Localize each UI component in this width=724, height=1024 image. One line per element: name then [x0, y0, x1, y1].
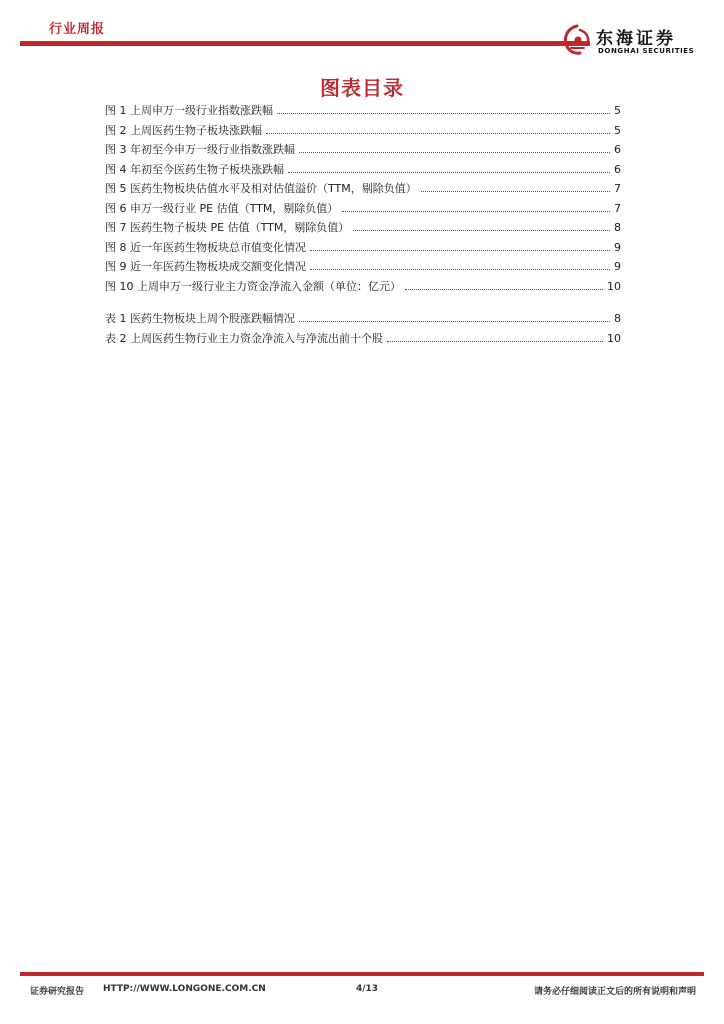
toc-entry-figure-6[interactable] [105, 200, 621, 220]
toc-entry-page: 7 [614, 201, 621, 215]
logo-name-cn: 东海证券 [596, 29, 676, 49]
toc-entry-label: 表 1 医药生物板块上周个股涨跌幅情况 [105, 312, 295, 325]
footer-website-link[interactable]: HTTP://WWW.LONGONE.COM.CN [103, 984, 266, 994]
toc-entry-page: 9 [614, 240, 621, 254]
toc-entry-label: 图 4 年初至今医药生物子板块涨跌幅 [105, 162, 284, 176]
toc-entry-label: 图 7 医药生物子板块 PE 估值（TTM，剔除负值） [105, 221, 350, 234]
toc-entry-figure-4[interactable] [105, 161, 621, 181]
toc-entry-label: 图 3 年初至今申万一级行业指数涨跌幅 [105, 143, 295, 156]
toc-dot-leader [277, 104, 610, 114]
toc-entry-figure-1[interactable] [105, 102, 621, 122]
toc-entry-page: 9 [614, 260, 621, 273]
toc-entry-table-2[interactable] [105, 330, 621, 350]
toc-entry-label: 图 1 上周申万一级行业指数涨跌幅 [105, 104, 273, 117]
footer-report-category: 证券研究报告 [30, 987, 85, 997]
toc-entry-table-1[interactable] [105, 310, 621, 330]
toc-entry-label: 图 5 医药生物板块估值水平及相对估值溢价（TTM，剔除负值） [105, 182, 417, 195]
toc-entry-label: 图 10 上周申万一级行业主力资金净流入金额（单位：亿元） [105, 279, 401, 293]
toc-dot-leader [405, 280, 603, 290]
footer-divider [20, 972, 704, 976]
toc-section-gap [105, 297, 621, 310]
toc-entry-figure-3[interactable] [105, 141, 621, 161]
header-divider [20, 41, 590, 46]
toc-entry-page: 10 [607, 279, 621, 293]
toc-dot-leader [421, 182, 610, 192]
toc-entry-page: 6 [614, 143, 621, 156]
toc-dot-leader [387, 332, 603, 342]
toc-entry-figure-9[interactable] [105, 258, 621, 278]
toc-dot-leader [288, 163, 610, 173]
toc-dot-leader [342, 202, 610, 212]
toc-dot-leader [266, 124, 610, 134]
toc-entry-page: 5 [614, 104, 621, 117]
toc-entry-figure-5[interactable] [105, 180, 621, 200]
footer-disclaimer: 请务必仔细阅读正文后的所有说明和声明 [533, 987, 696, 997]
toc-entry-page: 8 [614, 312, 621, 325]
toc-entry-figure-10[interactable] [105, 278, 621, 298]
toc-dot-leader [310, 241, 610, 251]
company-logo [562, 22, 712, 62]
logo-mark-icon [562, 24, 592, 56]
page-title: 图表目录 [320, 76, 404, 100]
report-type-label: 行业周报 [49, 22, 106, 37]
toc-entry-figure-8[interactable] [105, 239, 621, 259]
toc-entry-page: 7 [614, 182, 621, 195]
toc-entry-figure-7[interactable] [105, 219, 621, 239]
toc-entry-label: 图 6 申万一级行业 PE 估值（TTM，剔除负值） [105, 201, 339, 215]
logo-name-en: DONGHAI SECURITIES [598, 47, 695, 55]
toc-entry-label: 表 2 上周医药生物行业主力资金净流入与净流出前十个股 [105, 331, 383, 345]
toc-entry-figure-2[interactable] [105, 122, 621, 142]
toc-entry-page: 5 [614, 123, 621, 137]
table-of-contents [105, 102, 621, 349]
toc-entry-page: 6 [614, 162, 621, 176]
toc-dot-leader [310, 260, 610, 270]
toc-entry-page: 10 [607, 331, 621, 345]
toc-dot-leader [299, 312, 610, 322]
toc-dot-leader [299, 143, 610, 153]
toc-entry-label: 图 2 上周医药生物子板块涨跌幅 [105, 123, 262, 137]
toc-entry-label: 图 9 近一年医药生物板块成交额变化情况 [105, 260, 306, 273]
toc-entry-page: 8 [614, 221, 621, 234]
toc-dot-leader [353, 221, 610, 231]
footer-page-number: 4/13 [355, 984, 379, 994]
toc-entry-label: 图 8 近一年医药生物板块总市值变化情况 [105, 240, 306, 254]
